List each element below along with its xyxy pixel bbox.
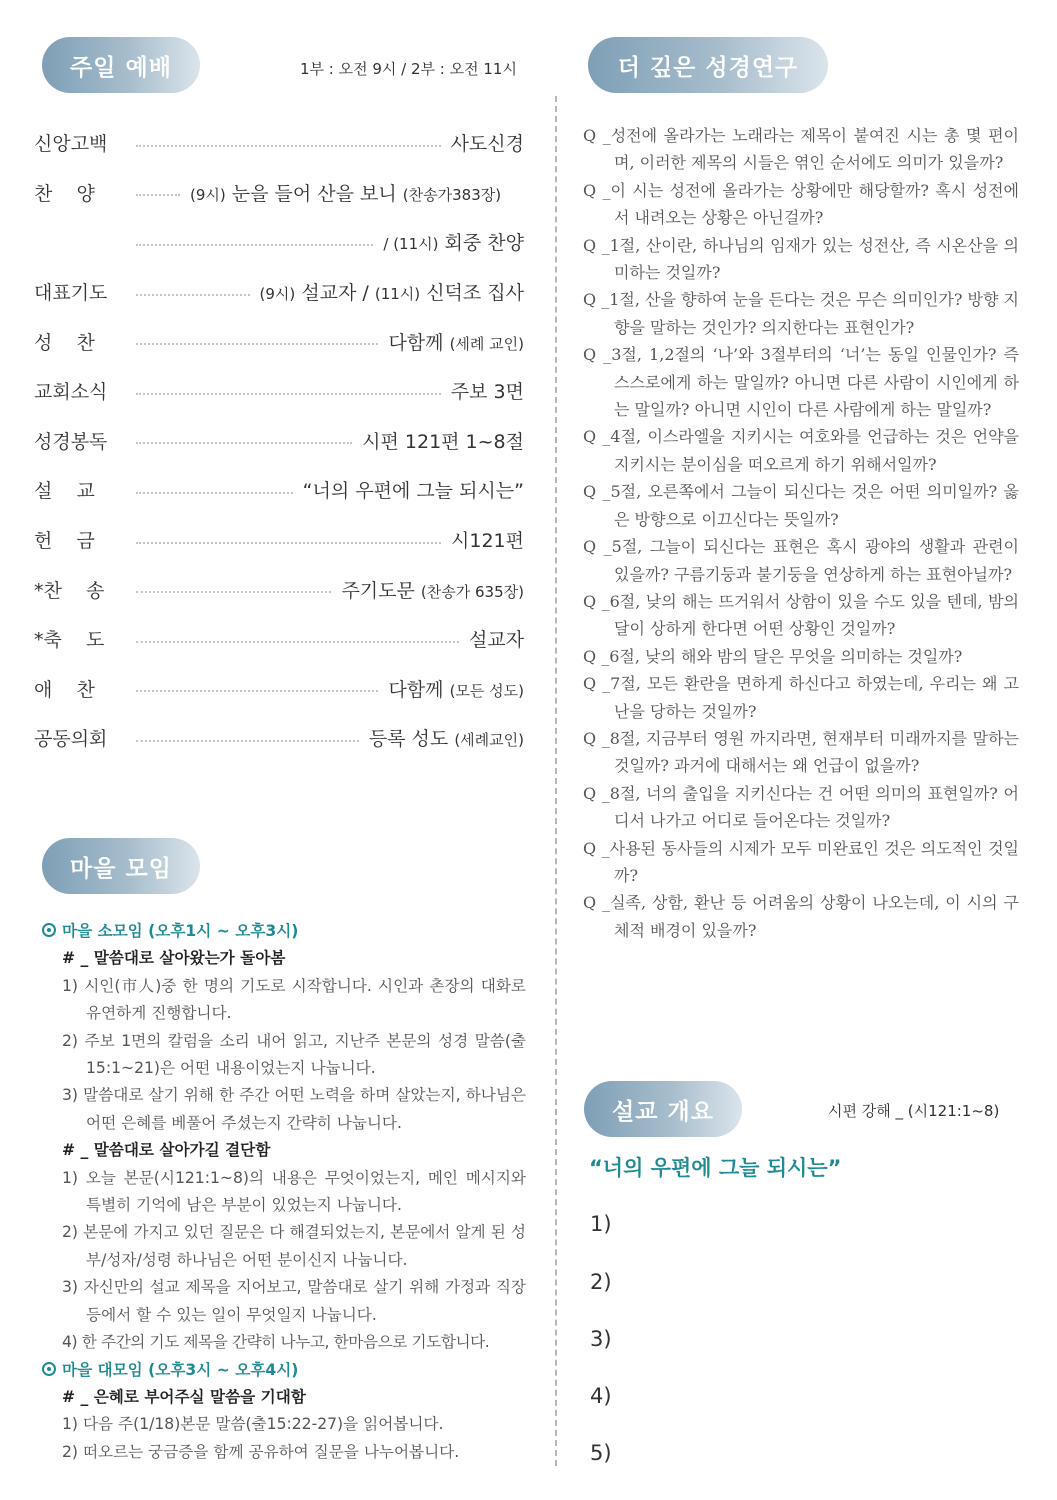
order-row-sermon: [34, 465, 524, 515]
list-item: 4) 한 주간의 기도 제목을 간략히 나누고, 한마음으로 기도합니다.: [62, 1333, 490, 1352]
order-row-offering: [34, 515, 524, 565]
dotted-leader: [136, 294, 250, 296]
order-label: 신앙고백: [34, 133, 108, 156]
dotted-leader: [136, 442, 352, 444]
order-label: 헌 금: [34, 530, 95, 553]
order-value: 다함께 (세례 교인): [388, 331, 524, 354]
village-title: 마을 모임: [70, 855, 172, 882]
small-group-heading: 마을 소모임 (오후1시 ~ 오후3시): [40, 918, 526, 945]
outline-blank-5: 5): [590, 1441, 612, 1465]
order-label: 성 찬: [34, 331, 95, 354]
circle-bullet-icon: [42, 1362, 56, 1376]
dotted-leader: [136, 393, 441, 395]
order-value: 사도신경: [450, 133, 524, 156]
order-value: 시121편: [451, 530, 524, 553]
question-item: Q _8절, 지금부터 영원 까지라면, 현재부터 미래까지를 말하는 것일까? 과거에 대해서는 왜 언급이 없을까?: [583, 728, 1019, 776]
order-value: (9시) 설교자 / (11시) 신덕조 집사: [259, 282, 524, 305]
list-item: 2) 본문에 가지고 있던 질문은 다 해결되었는지, 본문에서 알게 된 성부/성자/성령 하나님은 어떤 분이신지 나눕니다.: [62, 1223, 526, 1269]
sermon-outline-title: 설교 개요: [612, 1098, 714, 1125]
order-value: (9시) 눈을 들어 산을 보니 (찬송가383장): [190, 182, 502, 205]
section-title: # _ 은혜로 부어주실 말씀을 기대함: [62, 1387, 306, 1406]
order-label: 교회소식: [34, 381, 108, 404]
sermon-title: “너의 우편에 그늘 되시는”: [589, 1156, 842, 1180]
study-title: 더 깊은 성경연구: [617, 54, 799, 81]
order-row-meeting: [34, 713, 524, 763]
list-item: 1) 오늘 본문(시121:1~8)의 내용은 무엇이었는지, 메인 메시지와 특별히 기억에 남은 부분이 있었는지 나눕니다.: [62, 1168, 526, 1215]
worship-title: 주일 예배: [70, 54, 172, 81]
order-row-fellowship: [34, 664, 524, 714]
order-label: 찬 양: [34, 182, 95, 205]
order-value: 주보 3면: [450, 381, 524, 404]
sermon-reference: 시편 강해 _ (시121:1~8): [828, 1102, 1000, 1120]
order-row-praise: [34, 168, 524, 218]
sermon-title-badge: [584, 1081, 742, 1137]
order-row-praise-11: [34, 217, 524, 267]
worship-title-badge: [42, 37, 200, 93]
order-value: 주기도문 (찬송가 635장): [341, 579, 524, 602]
question-item: Q _5절, 오른쪽에서 그늘이 되신다는 것은 어떤 의미일까? 옳은 방향으로 이끄신다는 뜻일까?: [583, 482, 1019, 529]
question-item: Q _8절, 너의 출입을 지키신다는 건 어떤 의미의 표현일까? 어디서 나가고 어디로 들어온다는 것일까?: [583, 783, 1019, 831]
dotted-leader: [136, 740, 359, 742]
order-label: 대표기도: [34, 282, 108, 305]
outline-blank-2: 2): [590, 1270, 612, 1294]
order-row-reading: [34, 416, 524, 466]
worship-order: [34, 118, 524, 763]
order-label: 설 교: [34, 480, 95, 503]
order-row-news: [34, 366, 524, 416]
section-title: # _ 말씀대로 살아왔는가 돌아봄: [62, 949, 286, 968]
order-label: 애 찬: [34, 678, 95, 701]
dotted-leader: [136, 542, 441, 544]
village-title-badge: [42, 838, 200, 894]
question-item: Q _7절, 모든 환란을 면하게 하신다고 하였는데, 우리는 왜 고난을 당하는 것일까?: [583, 674, 1019, 721]
study-questions: [583, 122, 1019, 944]
order-value: 등록 성도 (세례교인): [368, 728, 524, 751]
order-label: 성경봉독: [34, 430, 108, 453]
question-item: Q _6절, 낮의 해와 밤의 달은 무엇을 의미하는 것일까?: [583, 646, 963, 666]
study-title-badge: [588, 37, 828, 93]
worship-times: 1부 : 오전 9시 / 2부 : 오전 11시: [300, 60, 517, 78]
dotted-leader: [136, 591, 331, 593]
question-item: Q _5절, 그늘이 되신다는 표현은 혹시 광야의 생활과 관련이 있을까? 구름기둥과 불기둥을 연상하게 하는 표현아닐까?: [583, 537, 1019, 584]
order-value: 시편 121편 1~8절: [362, 430, 524, 453]
outline-blank-4: 4): [590, 1384, 612, 1408]
question-item: Q _3절, 1,2절의 ‘나’와 3절부터의 ‘너’는 동일 인물인가? 즉 스스로에게 하는 말일까? 아니면 다른 사람이 시인에게 하는 말일까? 아니면 시인이 다른 사람에게 하는 말일까?: [583, 345, 1019, 420]
column-divider: [555, 96, 557, 1466]
dotted-leader: [136, 194, 180, 196]
circle-bullet-icon: [42, 923, 56, 937]
question-item: Q _4절, 이스라엘을 지키시는 여호와를 언급하는 것은 언약을 지키시는 분이심을 떠오르게 하기 위해서일까?: [583, 427, 1019, 474]
order-value: 설교자: [468, 629, 524, 652]
order-row-hymn: [34, 564, 524, 614]
list-item: 1) 시인(市人)중 한 명의 기도로 시작합니다. 시인과 촌장의 대화로 유연하게 진행합니다.: [62, 976, 526, 1023]
dotted-leader: [136, 690, 378, 692]
question-item: Q _사용된 동사들의 시제가 모두 미완료인 것은 의도적인 것일까?: [583, 838, 1019, 885]
order-label: *찬 송: [34, 579, 105, 602]
dotted-leader: [136, 492, 293, 494]
list-item: 2) 떠오르는 궁금증을 함께 공유하여 질문을 나누어봅니다.: [62, 1442, 460, 1461]
order-row-creed: [34, 118, 524, 168]
order-value: 다함께 (모든 성도): [388, 678, 524, 701]
dotted-leader: [136, 145, 441, 147]
order-row-prayer: [34, 267, 524, 317]
question-item: Q _1절, 산이란, 하나님의 임재가 있는 성전산, 즉 시온산을 의미하는 것일까?: [583, 235, 1019, 283]
outline-blank-3: 3): [590, 1327, 612, 1351]
question-item: Q _실족, 상함, 환난 등 어려움의 상황이 나오는데, 이 시의 구체적 배경이 있을까?: [583, 893, 1019, 940]
order-value: / (11시) 회중 찬양: [383, 232, 524, 255]
order-row-benediction: [34, 614, 524, 664]
outline-blank-1: 1): [590, 1212, 612, 1236]
order-value: “너의 우편에 그늘 되시는”: [302, 480, 524, 503]
question-item: Q _이 시는 성전에 올라가는 상황에만 해당할까? 혹시 성전에서 내려오는 상황은 아닌걸까?: [583, 180, 1019, 228]
village-group-content: [40, 918, 526, 1466]
order-label: *축 도: [34, 629, 105, 652]
list-item: 3) 말씀대로 살기 위해 한 주간 어떤 노력을 하며 살았는지, 하나님은 어떤 은혜를 베풀어 주셨는지 간략히 나눕니다.: [62, 1086, 526, 1132]
question-item: Q _성전에 올라가는 노래라는 제목이 붙여진 시는 총 몇 편이며, 이러한 제목의 시들은 엮인 순서에도 의미가 있을까?: [583, 126, 1019, 173]
dotted-leader: [136, 244, 373, 246]
dotted-leader: [136, 641, 459, 643]
large-group-heading: 마을 대모임 (오후3시 ~ 오후4시): [40, 1357, 526, 1384]
dotted-leader: [136, 343, 378, 345]
list-item: 1) 다음 주(1/18)본문 말씀(출15:22-27)을 읽어봅니다.: [62, 1415, 444, 1434]
list-item: 2) 주보 1면의 칼럼을 소리 내어 읽고, 지난주 본문의 성경 말씀(출15:1~21)은 어떤 내용이었는지 나눕니다.: [62, 1031, 526, 1078]
question-item: Q _6절, 낮의 해는 뜨거워서 상함이 있을 수도 있을 텐데, 밤의 달이 상하게 한다면 어떤 상황인 것일까?: [583, 591, 1019, 639]
section-title: # _ 말씀대로 살아가길 결단함: [62, 1141, 271, 1160]
order-label: 공동의회: [34, 728, 108, 751]
list-item: 3) 자신만의 설교 제목을 지어보고, 말씀대로 살기 위해 가정과 직장 등에서 할 수 있는 일이 무엇일지 나눕니다.: [62, 1278, 526, 1324]
question-item: Q _1절, 산을 향하여 눈을 든다는 것은 무슨 의미인가? 방향 지향을 말하는 것인가? 의지한다는 표현인가?: [583, 290, 1019, 337]
order-row-communion: [34, 316, 524, 366]
